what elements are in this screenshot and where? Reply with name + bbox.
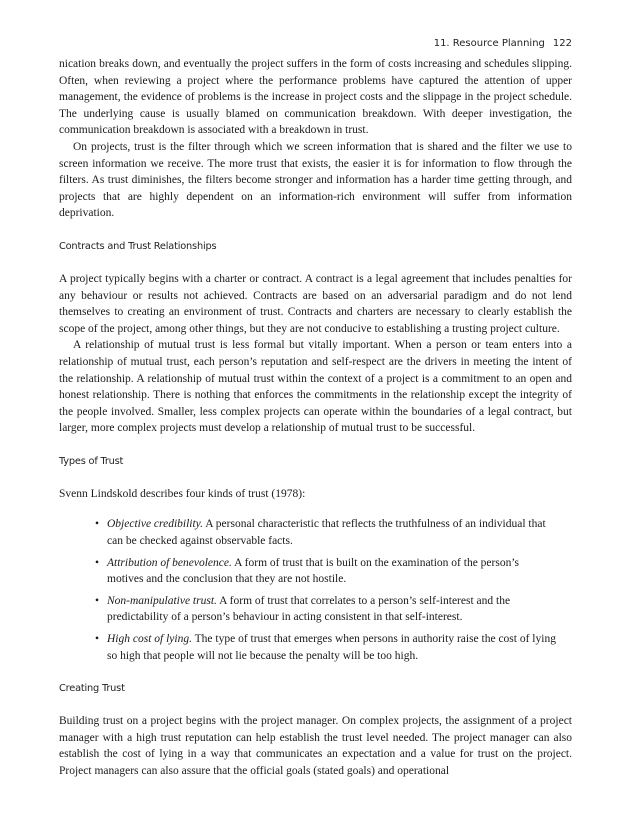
- bullet-icon: •: [95, 633, 100, 646]
- chapter-title: 11. Resource Planning: [433, 38, 545, 49]
- list-item: [95, 555, 556, 588]
- paragraph-contracts-2: A relationship of mutual trust is less formal but vitally important. When a person or team enters into a relationship of mutual trust, each person’s reputation and self-respect are the drivers in meeting the intent of the relationship. A relationship of mutual trust within the context of a project is a commitment to an open and honest relationship. There is nothing that enforces the commitments in the relationship except the integrity of the people involved. Smaller, less complex projects can operate within the boundaries of a legal contract, but larger, more complex projects must develop a relationship of mutual trust to be successful.: [59, 339, 572, 435]
- list-item-term: Attribution of benevolence.: [107, 556, 232, 569]
- paragraph-intro-1: nication breaks down, and eventually the project suffers in the form of costs increasing and schedules slipping. Often, when reviewing a project where the performance problems have captured the attention of upper management, the evidence of problems is the increase in project costs and the slippage in the project schedule. The underlying cause is usually blamed on communication breakdown. With deeper investigation, the communication breakdown is associated with a breakdown in trust.: [59, 58, 572, 137]
- running-header: [434, 38, 572, 49]
- paragraph-intro-2: On projects, trust is the filter through which we screen information that is shared and the filter we use to screen information we receive. The more trust that exists, the easier it is for information to flow through the filters. As trust diminishes, the filters become stronger and information has a harder time getting through, and projects that are highly dependent on an information-rich environment will suffer from information deprivation.: [59, 140, 572, 220]
- list-item-text: A personal characteristic that reflects the truthfulness of an individual that can be checked against observable facts.: [107, 518, 546, 548]
- list-item-text: The type of trust that emerges when persons in authority raise the cost of lying so high that people will not lie because the penalty will be too high.: [107, 633, 556, 662]
- paragraph-creating-1: Building trust on a project begins with the project manager. On complex projects, the assignment of a project manager with a high trust reputation can help establish the trust level needed. The project manager can also establish the cost of lying in a way that communicates an expectation and a value for trust on the project. Project managers can also assure that the official goals (stated goals) and operational: [59, 715, 572, 777]
- list-item-term: High cost of lying.: [107, 633, 192, 646]
- list-item: [95, 516, 556, 549]
- list-item: [95, 593, 556, 626]
- list-item: [95, 631, 556, 664]
- bullet-icon: •: [95, 556, 100, 569]
- section-heading-creating: Creating Trust: [59, 683, 125, 695]
- list-item-term: Non-manipulative trust.: [107, 594, 217, 607]
- page-number: 122: [552, 38, 572, 49]
- bullet-icon: •: [95, 518, 100, 531]
- section-heading-types: Types of Trust: [59, 455, 124, 467]
- trust-types-list: [59, 516, 572, 664]
- paragraph-types-intro: Svenn Lindskold describes four kinds of trust (1978):: [59, 487, 306, 500]
- page-body: [59, 56, 572, 780]
- list-item-term: Objective credibility.: [107, 518, 204, 531]
- list-item-text: A form of trust that is built on the examination of the person’s motives and the conclusion that they are not hostile.: [107, 556, 520, 586]
- section-heading-contracts: Contracts and Trust Relationships: [59, 240, 217, 252]
- list-item-text: A form of trust that correlates to a person’s self-interest and the predictability of a person’s behaviour in acting consistent in that self-interest.: [107, 594, 511, 624]
- bullet-icon: •: [95, 594, 100, 607]
- paragraph-contracts-1: A project typically begins with a charter or contract. A contract is a legal agreement that includes penalties for any behaviour or results not achieved. Contracts are based on an adversarial paradigm and do not lend themselves to creating an environment of trust. Contracts and charters are necessary to clearly establish the scope of the project, among other things, but they are not conducive to establishing a trusting project culture.: [59, 272, 572, 335]
